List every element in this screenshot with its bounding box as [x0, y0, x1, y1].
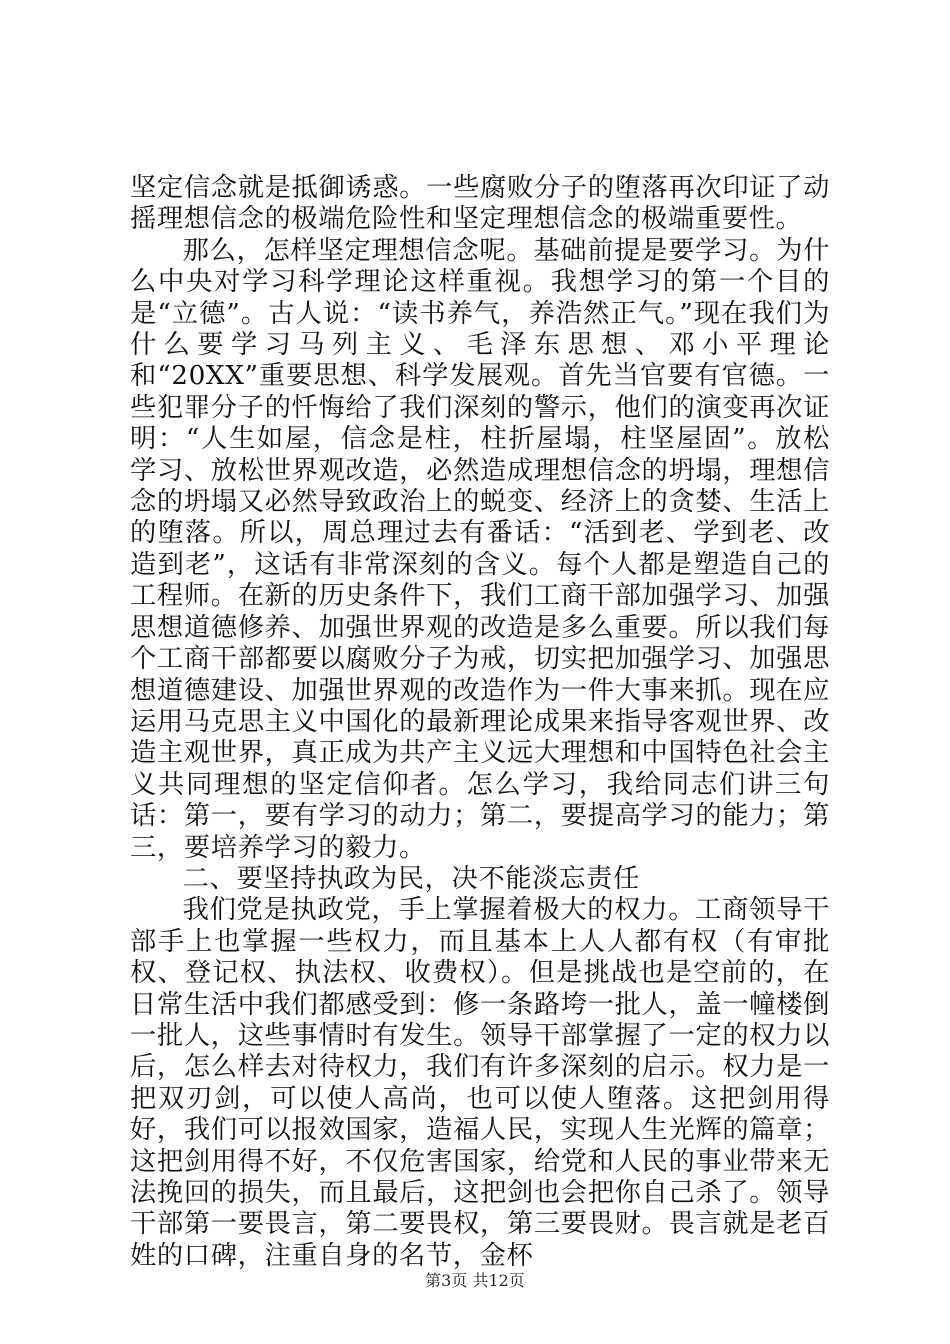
paragraph-1: 坚定信念就是抵御诱惑。一些腐败分子的堕落再次印证了动摇理想信念的极端危险性和坚定理想信念的极端重要性。 — [130, 173, 830, 235]
page-number-footer: 第3页 共12页 — [425, 1271, 525, 1290]
paragraph-3: 我们党是执政党，手上掌握着极大的权力。工商领导干部手上也掌握一些权力，而且基本上人人都有权（有审批权、登记权、执法权、收费权）。但是挑战也是空前的，在日常生活中我们都感受到：修一条路垮一批人，盖一幢楼倒一批人，这些事情时有发生。领导干部掌握了一定的权力以后，怎么样去对待权力，我们有许多深刻的启示。权力是一把双刃剑，可以使人高尚，也可以使人堕落。这把剑用得好，我们可以报效国家，造福人民，实现人生光辉的篇章；这把剑用得不好，不仅危害国家，给党和人民的事业带来无法挽回的损失，而且最后，这把剑也会把你自己杀了。领导干部第一要畏言，第二要畏权，第三要畏财。畏言就是老百姓的口碑，注重自身的名节，金杯 — [130, 895, 830, 1271]
document-body — [130, 173, 830, 1272]
paragraph-2: 那么，怎样坚定理想信念呢。基础前提是要学习。为什么中央对学习科学理论这样重视。我想学习的第一个目的是“立德”。古人说：“读书养气，养浩然正气。”现在我们为什么要学习马列主义、毛泽东思想、邓小平理论和“20XX”重要思想、科学发展观。首先当官要有官德。一些犯罪分子的忏悔给了我们深刻的警示，他们的演变再次证明：“人生如屋，信念是柱，柱折屋塌，柱坚屋固”。放松学习、放松世界观改造，必然造成理想信念的坍塌，理想信念的坍塌又必然导致政治上的蜕变、经济上的贪婪、生活上的堕落。所以，周总理过去有番话：“活到老、学到老、改造到老”，这话有非常深刻的含义。每个人都是塑造自己的工程师。在新的历史条件下，我们工商干部加强学习、加强思想道德修养、加强世界观的改造是多么重要。所以我们每个工商干部都要以腐败分子为戒，切实把加强学习、加强思想道德建设、加强世界观的改造作为一件大事来抓。现在应运用马克思主义中国化的最新理论成果来指导客观世界、改造主观世界，真正成为共产主义远大理想和中国特色社会主义共同理想的坚定信仰者。怎么学习，我给同志们讲三句话：第一，要有学习的动力；第二，要提高学习的能力；第三，要培养学习的毅力。 — [130, 235, 830, 863]
section-heading: 二、要坚持执政为民，决不能淡忘责任 — [182, 863, 640, 894]
